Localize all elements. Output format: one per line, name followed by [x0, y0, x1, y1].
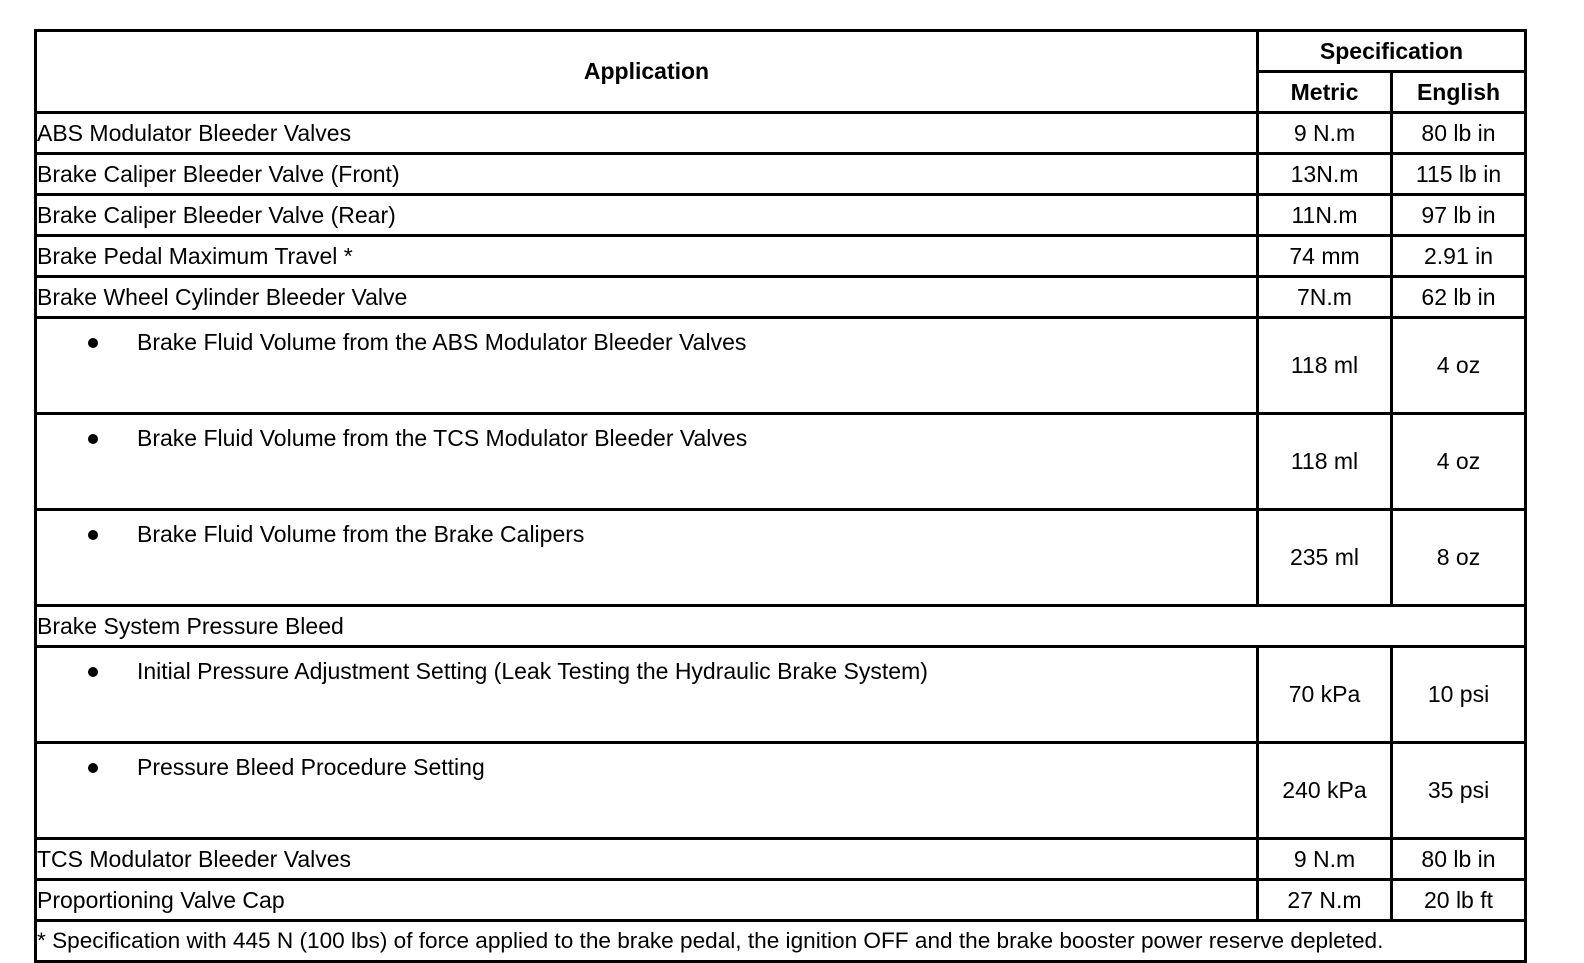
table-row [36, 277, 1526, 318]
application-cell: TCS Modulator Bleeder Valves [36, 839, 1258, 880]
application-text: Brake Fluid Volume from the TCS Modulator Bleeder Valves [137, 425, 748, 451]
metric-cell: 13N.m [1258, 154, 1392, 195]
english-cell: 2.91 in [1392, 236, 1526, 277]
application-text: Pressure Bleed Procedure Setting [137, 754, 485, 780]
bullet-icon [88, 434, 98, 444]
english-cell: 4 oz [1392, 318, 1526, 414]
metric-header: Metric [1258, 72, 1392, 113]
english-header: English [1392, 72, 1526, 113]
application-cell [36, 318, 1258, 414]
table-row [36, 743, 1526, 839]
section-heading-cell: Brake System Pressure Bleed [36, 606, 1526, 647]
table-row [36, 236, 1526, 277]
english-cell: 4 oz [1392, 414, 1526, 510]
english-cell: 80 lb in [1392, 113, 1526, 154]
torque-specification-table [34, 29, 1527, 963]
table-row [36, 154, 1526, 195]
table-row [36, 113, 1526, 154]
application-text: Brake Fluid Volume from the ABS Modulator Bleeder Valves [137, 329, 747, 355]
header-row-1 [36, 31, 1526, 72]
metric-cell: 7N.m [1258, 277, 1392, 318]
bullet-icon [88, 338, 98, 348]
english-cell: 62 lb in [1392, 277, 1526, 318]
metric-cell: 235 ml [1258, 510, 1392, 606]
english-cell: 20 lb ft [1392, 880, 1526, 921]
application-cell: Proportioning Valve Cap [36, 880, 1258, 921]
metric-cell: 70 kPa [1258, 647, 1392, 743]
english-cell: 80 lb in [1392, 839, 1526, 880]
application-text: Initial Pressure Adjustment Setting (Leak Testing the Hydraulic Brake System) [137, 658, 928, 684]
table-row [36, 839, 1526, 880]
table-row [36, 510, 1526, 606]
application-text: Brake Fluid Volume from the Brake Calipers [137, 521, 585, 547]
application-cell: ABS Modulator Bleeder Valves [36, 113, 1258, 154]
application-header: Application [36, 31, 1258, 113]
table-row [36, 647, 1526, 743]
bullet-icon [88, 667, 98, 677]
table-row [36, 414, 1526, 510]
english-cell: 35 psi [1392, 743, 1526, 839]
application-cell [36, 743, 1258, 839]
metric-cell: 118 ml [1258, 318, 1392, 414]
table-row [36, 880, 1526, 921]
metric-cell: 9 N.m [1258, 839, 1392, 880]
english-cell: 97 lb in [1392, 195, 1526, 236]
english-cell: 115 lb in [1392, 154, 1526, 195]
table-row [36, 318, 1526, 414]
specification-header: Specification [1258, 31, 1526, 72]
application-cell: Brake Caliper Bleeder Valve (Front) [36, 154, 1258, 195]
metric-cell: 11N.m [1258, 195, 1392, 236]
application-cell: Brake Pedal Maximum Travel * [36, 236, 1258, 277]
footnote-row [36, 921, 1526, 962]
metric-cell: 118 ml [1258, 414, 1392, 510]
table-row [36, 195, 1526, 236]
footnote: * Specification with 445 N (100 lbs) of force applied to the brake pedal, the ignition OFF and the brake booster power reserve depleted. [36, 921, 1526, 962]
english-cell: 8 oz [1392, 510, 1526, 606]
bullet-icon [88, 763, 98, 773]
table-row [36, 606, 1526, 647]
metric-cell: 240 kPa [1258, 743, 1392, 839]
application-cell [36, 414, 1258, 510]
application-cell [36, 510, 1258, 606]
bullet-icon [88, 530, 98, 540]
english-cell: 10 psi [1392, 647, 1526, 743]
application-cell: Brake Wheel Cylinder Bleeder Valve [36, 277, 1258, 318]
metric-cell: 9 N.m [1258, 113, 1392, 154]
application-cell [36, 647, 1258, 743]
metric-cell: 74 mm [1258, 236, 1392, 277]
application-cell: Brake Caliper Bleeder Valve (Rear) [36, 195, 1258, 236]
metric-cell: 27 N.m [1258, 880, 1392, 921]
